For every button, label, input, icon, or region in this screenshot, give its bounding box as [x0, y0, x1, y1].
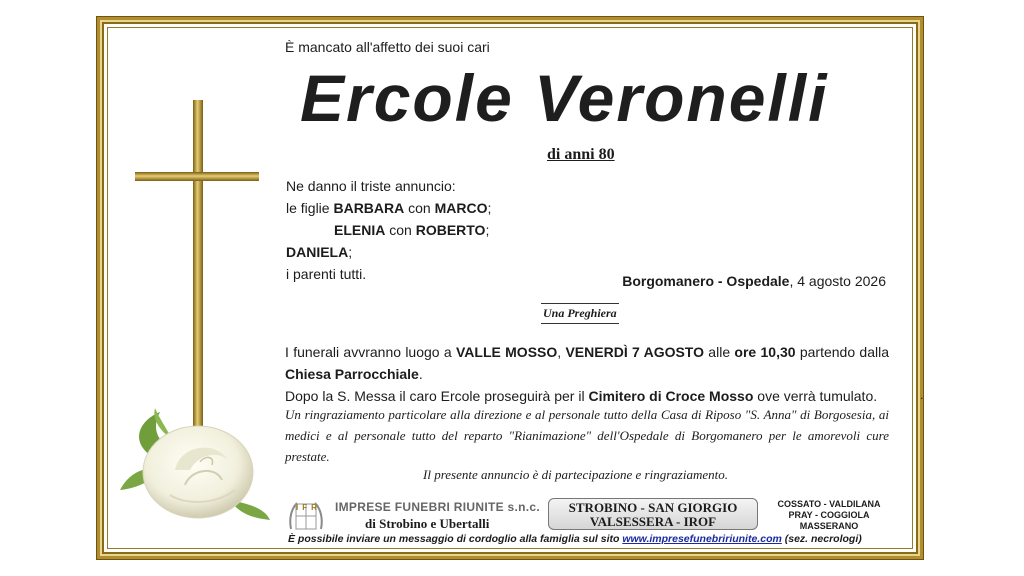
- locations-list: [774, 499, 884, 532]
- place-date: Borgomanero - Ospedale, 4 agosto 2026: [622, 273, 886, 289]
- logo-letters: IFR: [296, 503, 321, 512]
- thanks-text: Un ringraziamento particolare alla direzione e al personale tutto della Casa di Riposo "S. Anna" di Borgosesia, ai medici e al personale tutto del reparto "Rianimazione" dell'Ospedale di Borgomanero per le amorevoli cure prestate.: [285, 407, 889, 464]
- branch-line: STROBINO - SAN GIORGIO: [568, 500, 738, 515]
- condolence-message: È possibile inviare un messaggio di cordoglio alla famiglia sul sito www.impresefunebririunite.com (sez. necrologi): [288, 533, 862, 545]
- company-owners: di Strobino e Ubertalli: [365, 516, 490, 531]
- stray-dot: .: [920, 388, 924, 402]
- announce-line: le figlie BARBARA con MARCO;: [286, 200, 492, 216]
- deceased-name: Ercole Veronelli: [300, 61, 829, 135]
- announce-line: ELENIA con ROBERTO;: [334, 222, 490, 238]
- announce-line: Ne danno il triste annuncio:: [286, 178, 456, 194]
- location-line: COSSATO - VALDILANA: [777, 499, 881, 509]
- announce-line: DANIELA;: [286, 244, 353, 260]
- funeral-details: I funerali avvranno luogo a VALLE MOSSO, VENERDÌ 7 AGOSTO alle ore 10,30 partendo dalla Chiesa Parrocchiale. Dopo la S. Messa il caro Ercole proseguirà per il Cimitero di Croce Mosso ove verrà tumulato.: [285, 344, 890, 404]
- age-text: di anni 80: [547, 146, 615, 163]
- website-link[interactable]: www.impresefunebririunite.com: [622, 533, 782, 545]
- announce-line: i parenti tutti.: [286, 266, 367, 282]
- branch-line: VALSESSERA - IROF: [589, 514, 717, 529]
- company-name: IMPRESE FUNEBRI RIUNITE s.n.c.: [335, 500, 541, 514]
- branches-box: [548, 498, 758, 530]
- intro-text: È mancato all'affetto dei suoi cari: [285, 39, 490, 55]
- participation-text: Il presente annuncio è di partecipazione e ringraziamento.: [423, 467, 728, 482]
- location-line: PRAY - COGGIOLA: [788, 510, 870, 520]
- announcement-block: [286, 175, 491, 285]
- cross-icon: [135, 100, 259, 445]
- location-line: MASSERANO: [799, 521, 859, 531]
- prayer-label: Una Preghiera: [541, 303, 619, 324]
